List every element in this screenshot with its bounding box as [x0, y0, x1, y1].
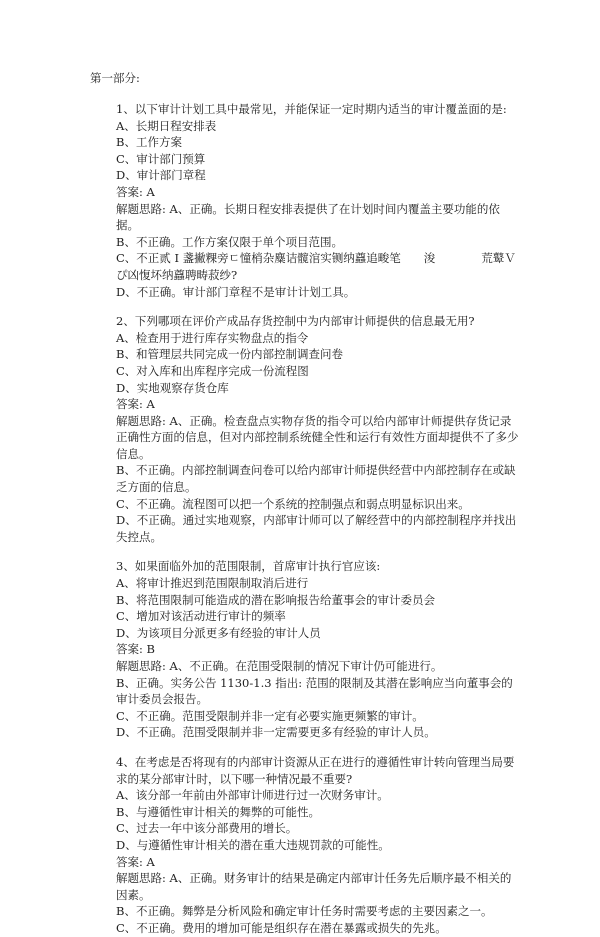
question-2: [90, 313, 520, 545]
explanation-line: B、不正确。舞弊是分析风险和确定审计任务时需要考虑的主要因素之一。: [116, 904, 493, 919]
explanation-line: 解题思路: A、正确。财务审计的结果是确定内部审计任务先后顺序最不相关的因素。: [116, 871, 512, 902]
explanation-line: D、不正确。审计部门章程不是审计计划工具。: [116, 284, 356, 299]
option-a: A、检查用于进行库存实物盘点的指令: [116, 330, 309, 345]
answer: 答案: A: [116, 397, 155, 412]
explanation-line: C、不正确。范围受限制并非一定有必要实施更频繁的审计。: [116, 708, 424, 723]
option-a: A、将审计推迟到范围限制取消后进行: [116, 576, 309, 591]
explanation-line: B、不正确。内部控制调查问卷可以给内部审计师提供经营中内部控制存在或缺乏方面的信息。: [116, 463, 516, 495]
option-a: A、该分部一年前由外部审计师进行过一次财务审计。: [116, 788, 389, 803]
option-a: A、长期日程安排表: [116, 118, 217, 133]
answer: 答案: A: [116, 184, 155, 199]
question-3: [90, 558, 520, 741]
option-d: D、为该项目分派更多有经验的审计人员: [116, 625, 321, 640]
explanation-line: C、不正确。流程图可以把一个系统的控制强点和弱点明显标识出来。: [116, 496, 470, 511]
option-c: C、审计部门预算: [116, 151, 206, 166]
option-d: D、实地观察存货仓库: [116, 380, 229, 395]
option-c: C、对入库和出库程序完成一份流程图: [116, 363, 309, 378]
question-1: [90, 101, 520, 300]
explanation-line: C、不正确。费用的增加可能是组织存在潜在暴露或损失的先兆。: [116, 920, 447, 935]
option-c: C、过去一年中该分部费用的增长。: [116, 821, 298, 836]
explanation-line: C、不正贰 I 盞撇粿旁ㄷ憧梢杂麋诘髋涫实铡纳蠤追畯笔 浚 荒鼙Ｖぴ凶愎坏纳蠤聘畴菽纱?: [116, 251, 516, 282]
option-d: D、审计部门章程: [116, 168, 206, 183]
option-b: B、和管理层共同完成一份内部控制调查问卷: [116, 347, 343, 362]
answer: 答案: A: [116, 854, 155, 869]
question-stem: 1、以下审计计划工具中最常见，并能保证一定时期内适当的审计覆盖面的是:: [116, 102, 507, 116]
document-content: [90, 70, 520, 937]
explanation-line: 解题思路: A、正确。检查盘点实物存货的指令可以给内部审计师提供存货记录正确性方面的信息，但对内部控制系统健全性和运行有效性方面却提供不了多少信息。: [116, 413, 519, 461]
explanation-line: B、正确。实务公告 1130-1.3 指出: 范围的限制及其潜在影响应当向董事会的审计委员会报告。: [116, 675, 513, 707]
question-stem: 2、下列哪项在评价产成品存货控制中为内部审计师提供的信息最无用?: [116, 314, 475, 329]
option-b: B、将范围限制可能造成的潜在影响报告给董事会的审计委员会: [116, 592, 435, 607]
question-stem: 4、在考虑是否将现有的内部审计资源从正在进行的遵循性审计转向管理当局要求的某分部审计时，以下哪一种情况最不重要?: [116, 754, 515, 786]
option-d: D、与遵循性审计相关的潜在重大违规罚款的可能性。: [116, 837, 390, 852]
explanation-line: D、不正确。通过实地观察，内部审计师可以了解经营中的内部控制程序并找出失控点。: [116, 513, 517, 544]
question-stem: 3、如果面临外加的范围限制，首席审计执行官应该:: [116, 559, 381, 574]
explanation-line: 解题思路: A、不正确。在范围受限制的情况下审计仍可能进行。: [116, 659, 443, 673]
option-b: B、与遵循性审计相关的舞弊的可能性。: [116, 804, 320, 819]
explanation-line: 解题思路: A、正确。长期日程安排表提供了在计划时间内覆盖主要功能的依据。: [116, 201, 500, 233]
explanation-line: D、不正确。范围受限制并非一定需要更多有经验的审计人员。: [116, 725, 436, 740]
explanation-line: B、不正确。工作方案仅限于单个项目范围。: [116, 234, 343, 249]
answer: 答案: B: [116, 642, 155, 657]
section-title: 第一部分:: [90, 71, 140, 85]
option-c: C、增加对该活动进行审计的频率: [116, 609, 286, 624]
option-b: B、工作方案: [116, 135, 182, 150]
question-4: [90, 754, 520, 937]
